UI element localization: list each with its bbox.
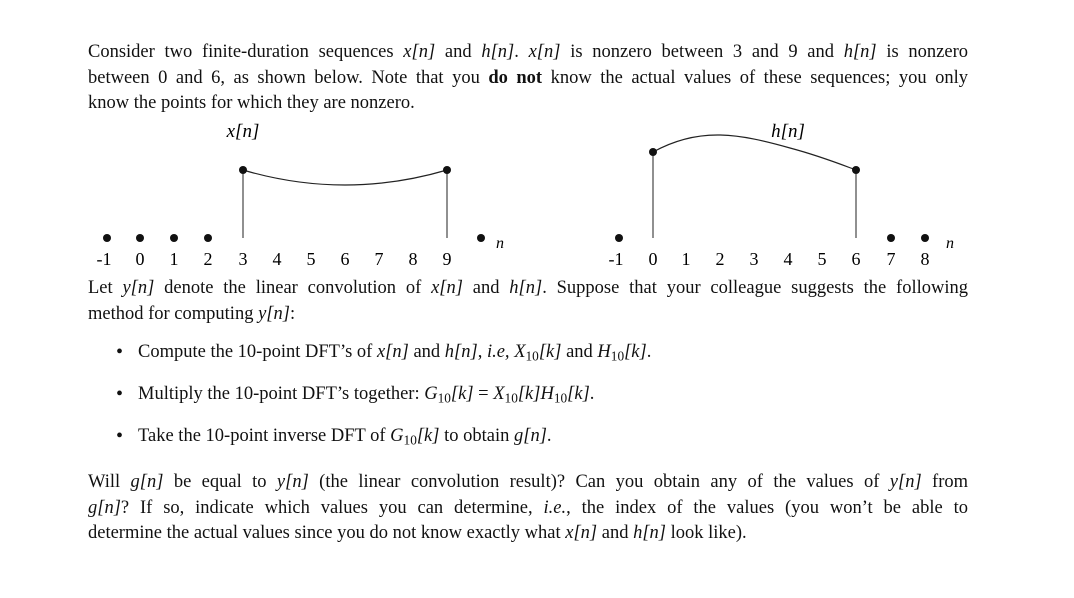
math-g-n: g[n] (88, 497, 121, 518)
math-index: [k] (567, 384, 590, 404)
tick-label: 0 (135, 249, 145, 269)
step-2 (112, 384, 651, 426)
question-text: look like). (666, 523, 747, 543)
math-G10-k (424, 384, 473, 404)
conv-line-1 (88, 276, 968, 302)
point-x-10 (477, 234, 485, 242)
axis-var-h: n (946, 235, 954, 252)
math-subscript: 10 (610, 348, 625, 364)
intro-text: . (514, 42, 529, 62)
question-line-1 (88, 470, 968, 496)
question-line-3 (88, 521, 968, 547)
math-y-n: y[n] (889, 472, 922, 492)
tick-label: 1 (681, 249, 691, 269)
point-h-7 (887, 234, 895, 242)
sequence-figures (0, 112, 1074, 272)
math-x-n: x[n] (431, 278, 463, 298)
math-x-n: x[n] (376, 342, 409, 362)
point-x-1 (170, 234, 178, 242)
math-index: [k] (450, 384, 474, 404)
conv-text: Let (88, 278, 123, 298)
question-text: ? If so, indicate which values you can determine, (120, 497, 544, 518)
question-text: from (921, 472, 969, 492)
step-text: Compute the 10-point DFT’s of (138, 342, 377, 362)
math-y-n: y[n] (122, 278, 155, 298)
intro-line-3: know the points for which they are nonzero. (88, 93, 415, 113)
abbrev-ie: i.e, (486, 342, 510, 362)
intro-text: know the actual values of these sequences; you only (542, 67, 968, 88)
tick-label: 1 (169, 249, 179, 269)
question-paragraph (88, 470, 968, 547)
figure-h-n (609, 121, 955, 269)
conv-line-2 (88, 302, 968, 328)
step-text: and (561, 342, 598, 362)
math-X10-k (493, 384, 540, 404)
math-symbol: X (514, 342, 526, 362)
math-y-n: y[n] (258, 303, 290, 324)
tick-label: 6 (851, 249, 861, 269)
step-1 (112, 342, 651, 384)
tick-label: 7 (886, 249, 896, 269)
tick-label: 7 (374, 249, 384, 269)
point-x-0 (136, 234, 144, 242)
step-text: Multiply the 10-point DFT’s together: (138, 384, 425, 404)
point-h-8 (921, 234, 929, 242)
tick-label: 6 (340, 249, 350, 269)
figure-h-label: h[n] (771, 121, 805, 142)
tick-label: 5 (306, 249, 316, 269)
tick-label: 3 (238, 249, 248, 269)
envelope-h (653, 135, 856, 170)
intro-line-1 (88, 40, 968, 66)
tick-label: 2 (715, 249, 725, 269)
math-symbol: X (493, 384, 505, 404)
math-subscript: 10 (437, 390, 451, 406)
question-text: (the linear convolution result)? Can you obtain any of the values of (308, 472, 890, 492)
math-symbol: G (424, 384, 438, 404)
tick-label: 5 (817, 249, 827, 269)
question-text: , the index of the values (you won’t be able to (566, 497, 968, 518)
conv-text: method for computing (88, 303, 259, 324)
intro-text: between 0 and 6, as shown below. Note that you (88, 67, 489, 88)
tick-label: 9 (442, 249, 452, 269)
conv-text: . Suppose that your colleague suggests the following (542, 278, 968, 298)
point-x-9 (443, 166, 451, 174)
math-symbol: H (540, 384, 554, 404)
point-h-6 (852, 166, 860, 174)
math-g-n: g[n] (130, 472, 164, 492)
math-G10-k (390, 426, 439, 446)
question-text: determine the actual values since you do not know exactly what (88, 523, 566, 543)
intro-line-2 (88, 66, 968, 92)
tick-label: 4 (783, 249, 793, 269)
point-x-2 (204, 234, 212, 242)
math-x-n: x[n] (565, 523, 598, 543)
tick-label: 8 (920, 249, 930, 269)
step-text: . (546, 426, 552, 446)
conv-text: denote the linear convolution of (154, 278, 432, 298)
math-H10-k (597, 342, 646, 362)
point-x-3 (239, 166, 247, 174)
step-text: and (408, 342, 445, 362)
math-X10-k (514, 342, 561, 362)
math-h-n: h[n] (444, 342, 478, 362)
math-h-n: h[n] (509, 278, 543, 298)
intro-text: is nonzero between 3 and 9 and (560, 42, 844, 62)
method-steps-list (112, 342, 651, 468)
step-text: . (646, 342, 652, 362)
math-index: [k] (517, 384, 541, 404)
math-index: [k] (624, 342, 647, 362)
math-h-n: h[n] (481, 42, 515, 62)
axis-var-x: n (496, 235, 504, 252)
math-h-n: h[n] (633, 523, 667, 543)
intro-text: is nonzero (876, 42, 969, 62)
math-y-n: y[n] (276, 472, 309, 492)
intro-text: Consider two finite-duration sequences (88, 42, 404, 62)
figure-x-n (97, 121, 505, 269)
tick-label: 8 (408, 249, 418, 269)
math-symbol: H (597, 342, 611, 362)
point-h-minus1 (615, 234, 623, 242)
math-subscript: 10 (504, 390, 518, 406)
equals-sign: = (473, 384, 494, 404)
math-subscript: 10 (403, 432, 417, 448)
math-subscript: 10 (525, 348, 539, 364)
math-x-n: x[n] (528, 42, 561, 62)
emphasis-do-not: do not (488, 67, 543, 88)
question-text: Will (88, 472, 131, 492)
math-subscript: 10 (553, 390, 568, 406)
convolution-paragraph (88, 276, 968, 327)
point-h-0 (649, 148, 657, 156)
intro-paragraph (88, 40, 968, 117)
conv-text: and (462, 278, 510, 298)
step-text: . (589, 384, 595, 404)
tick-label: 3 (749, 249, 759, 269)
tick-label: 0 (648, 249, 658, 269)
point-x-minus1 (103, 234, 111, 242)
intro-text: and (435, 42, 482, 62)
question-text: be equal to (163, 472, 277, 492)
question-text: and (597, 523, 634, 543)
math-g-n: g[n] (514, 426, 547, 446)
math-h-n: h[n] (843, 42, 877, 62)
step-text: , (477, 342, 487, 362)
tick-label: 2 (203, 249, 213, 269)
math-symbol: G (390, 426, 404, 446)
math-x-n: x[n] (403, 42, 436, 62)
envelope-x (243, 170, 447, 185)
step-text: to obtain (439, 426, 514, 446)
abbrev-ie: i.e. (543, 497, 567, 518)
tick-label: -1 (608, 249, 624, 269)
math-index: [k] (416, 426, 440, 446)
math-index: [k] (538, 342, 562, 362)
tick-label: 4 (272, 249, 282, 269)
step-text: Take the 10-point inverse DFT of (138, 426, 391, 446)
math-H10-k (540, 384, 589, 404)
tick-label: -1 (96, 249, 112, 269)
conv-text: : (289, 303, 296, 324)
figure-x-label: x[n] (226, 121, 260, 142)
step-3 (112, 426, 651, 468)
question-line-2 (88, 496, 968, 522)
